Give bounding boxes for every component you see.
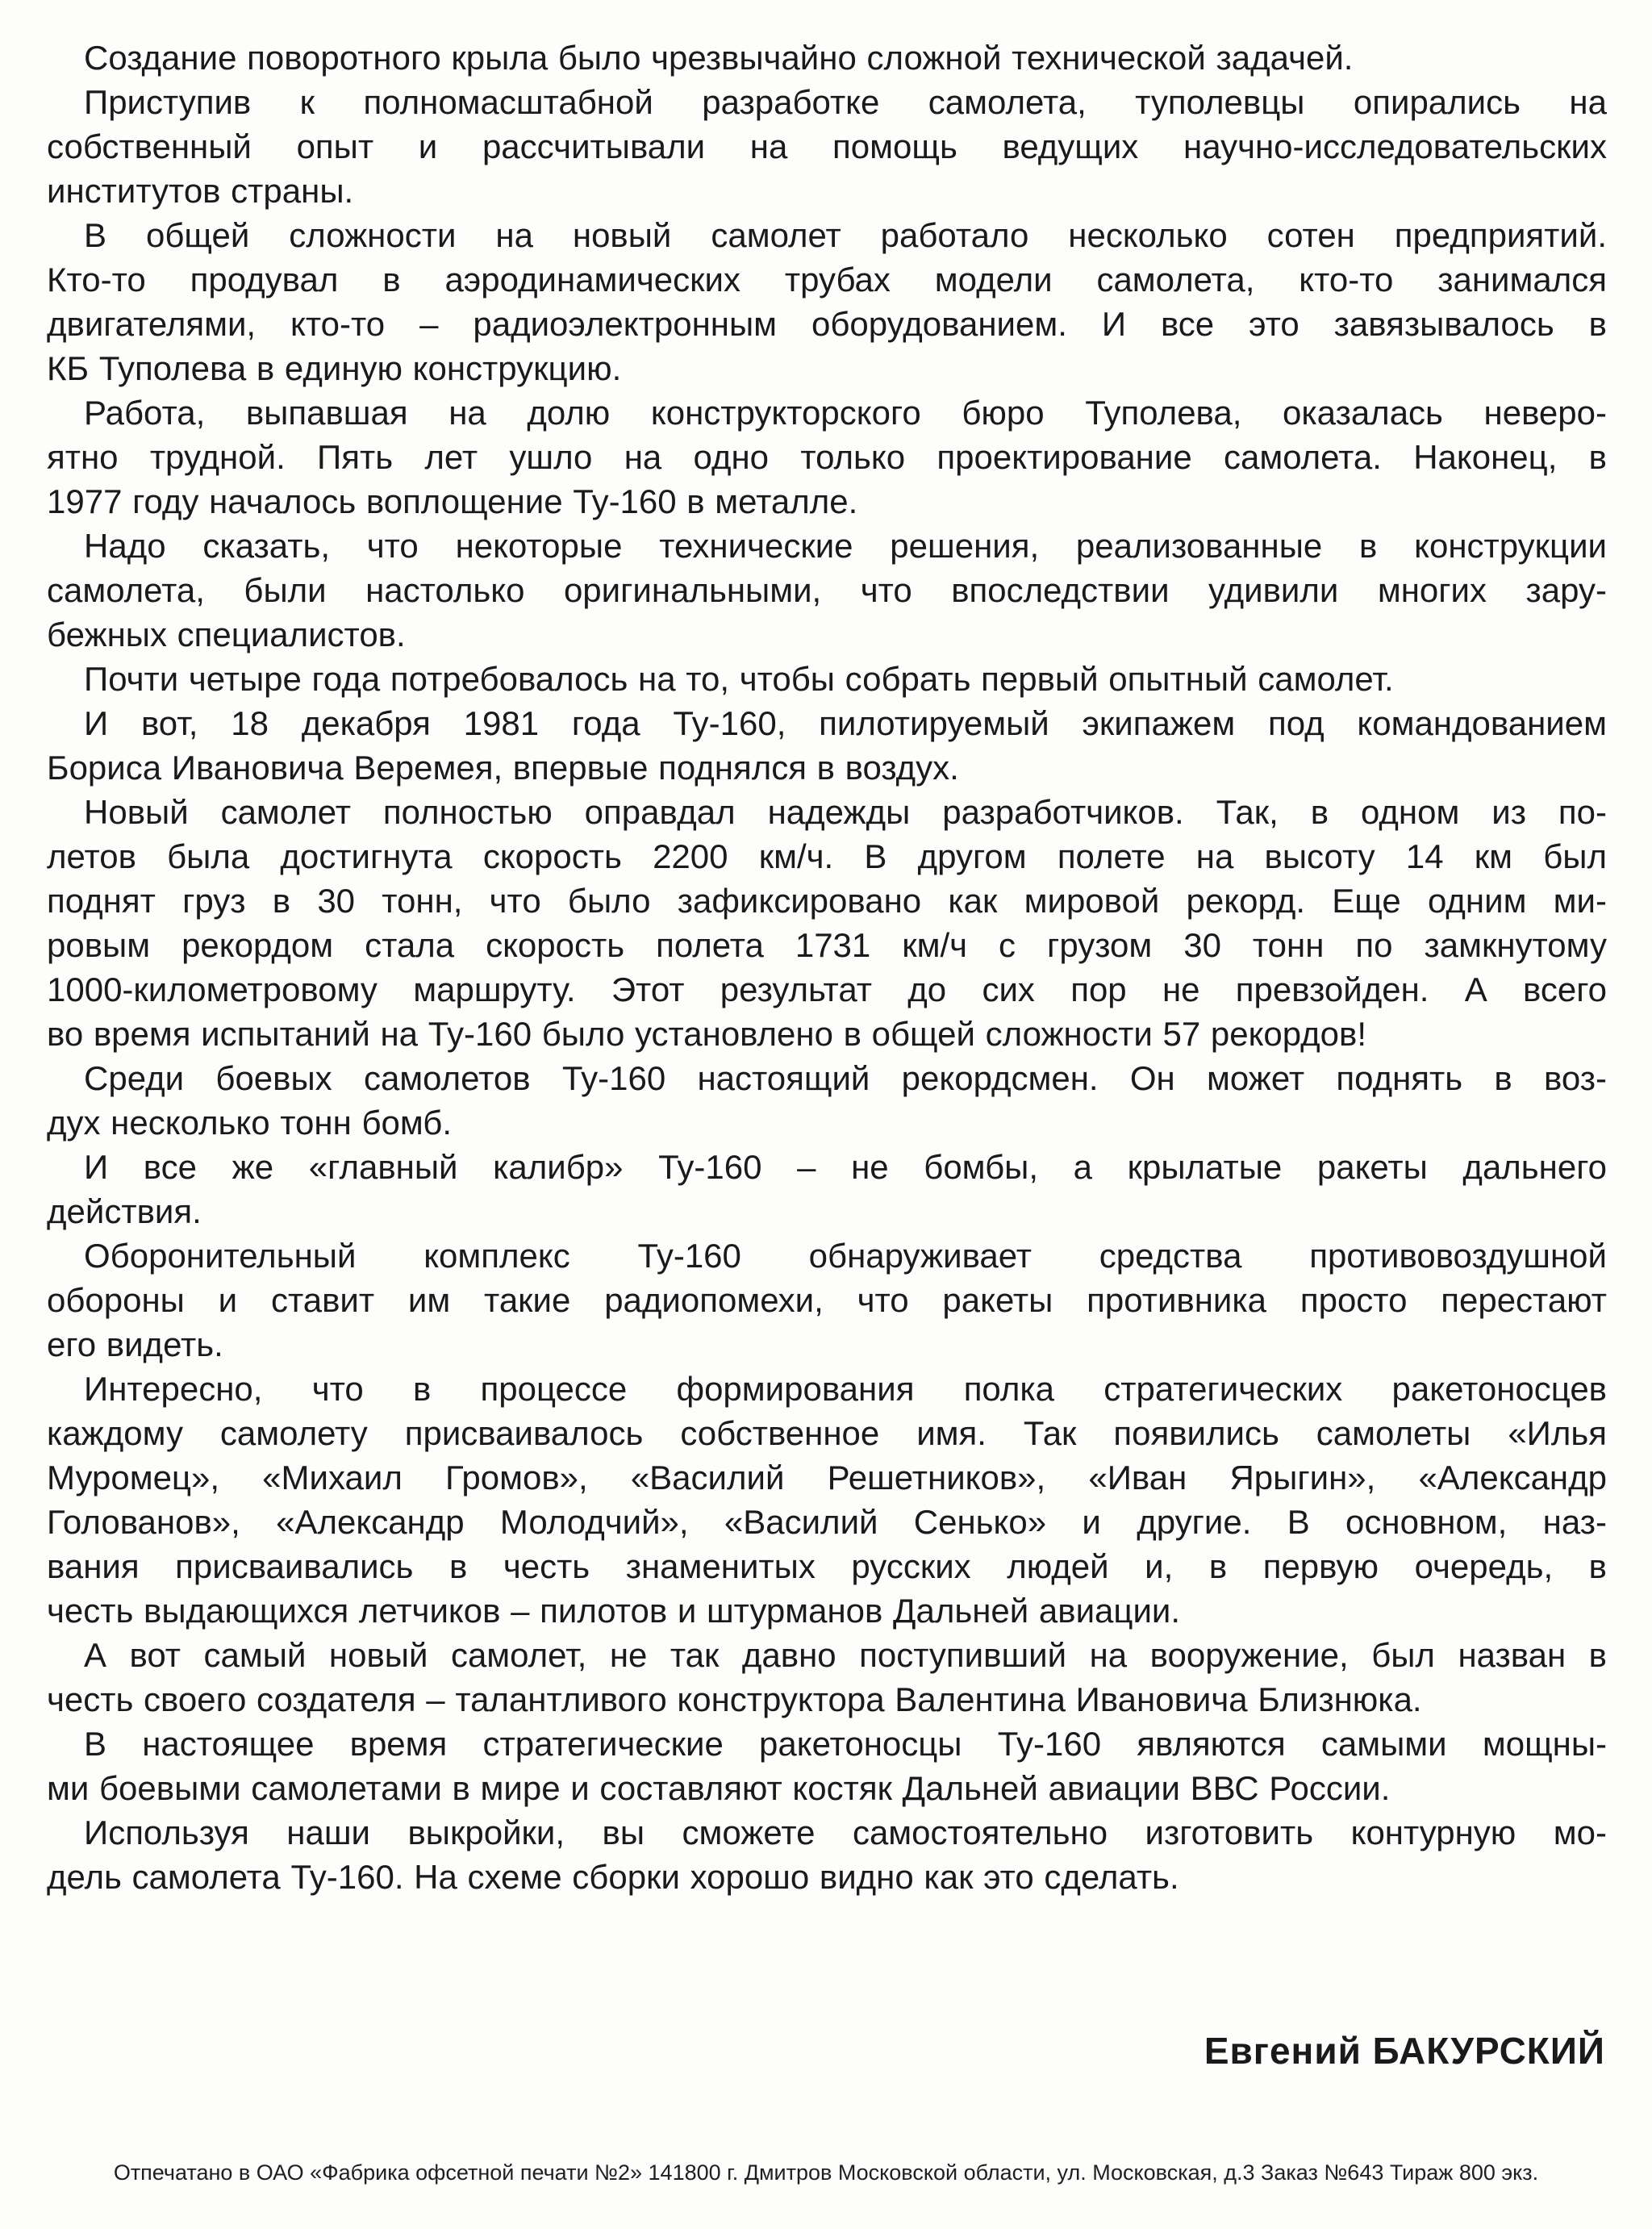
text-line: ятно трудной. Пять лет ушло на одно только проектирование самолета. Наконец, в [47,438,1607,476]
article-body [47,35,1607,1899]
paragraph [47,390,1607,524]
text-line: поднят груз в 30 тонн, что было зафиксировано как мировой рекорд. Еще одним ми- [47,882,1607,920]
text-line: В настоящее время стратегические ракетоносцы Ту-160 являются самыми мощны- [84,1725,1607,1763]
text-line: Почти четыре года потребовалось на то, чтобы собрать первый опытный самолет. [84,660,1394,698]
text-line: Работа, выпавшая на долю конструкторского бюро Туполева, оказалась неверо- [84,394,1607,432]
paragraph [47,1233,1607,1367]
text-line: ми боевыми самолетами в мире и составляют костяк Дальней авиации ВВС России. [47,1769,1391,1807]
paragraph [47,1056,1607,1145]
text-line: дель самолета Ту-160. На схеме сборки хорошо видно как это сделать. [47,1858,1179,1896]
paragraph [47,35,1607,80]
text-line: Оборонительный комплекс Ту-160 обнаруживает средства противовоздушной [84,1237,1607,1275]
text-line: Кто-то продувал в аэродинамических трубах модели самолета, кто-то занимался [47,261,1607,298]
text-line: самолета, были настолько оригинальными, что впоследствии удивили многих зару- [47,571,1607,609]
text-line: вания присваивались в честь знаменитых русских людей и, в первую очередь, в [47,1547,1607,1585]
paragraph [47,790,1607,1056]
paragraph [47,1633,1607,1722]
text-line: КБ Туполева в единую конструкцию. [47,349,622,387]
text-line: В общей сложности на новый самолет работало несколько сотен предприятий. [84,216,1607,254]
imprint-footer: Отпечатано в ОАО «Фабрика офсетной печати №2» 141800 г. Дмитров Московской области, ул. Московская, д.3 Заказ №643 Тираж 800 экз. [113,2160,1539,2185]
paragraph [47,1722,1607,1810]
text-line: Голованов», «Александр Молодчий», «Василий Сенько» и другие. В основном, наз- [47,1503,1607,1541]
paragraph [47,80,1607,213]
text-line: двигателями, кто-то – радиоэлектронным оборудованием. И все это завязывалось в [47,305,1607,343]
paragraph [47,1810,1607,1899]
text-line: обороны и ставит им такие радиопомехи, что ракеты противника просто перестают [47,1281,1607,1319]
text-line: И вот, 18 декабря 1981 года Ту-160, пилотируемый экипажем под командованием [84,704,1607,742]
paragraph [47,1367,1607,1633]
text-line: каждому самолету присваивалось собственное имя. Так появились самолеты «Илья [47,1414,1607,1452]
text-line: во время испытаний на Ту-160 было установлено в общей сложности 57 рекордов! [47,1015,1367,1053]
text-line: Создание поворотного крыла было чрезвычайно сложной технической задачей. [84,39,1354,77]
text-line: Бориса Ивановича Веремея, впервые поднялся в воздух. [47,749,959,787]
text-line: А вот самый новый самолет, не так давно поступивший на вооружение, был назван в [84,1636,1607,1674]
text-line: Надо сказать, что некоторые технические решения, реализованные в конструкции [84,527,1607,565]
text-line: Новый самолет полностью оправдал надежды разработчиков. Так, в одном из по- [84,793,1607,831]
text-line: действия. [47,1192,202,1230]
text-line: И все же «главный калибр» Ту-160 – не бомбы, а крылатые ракеты дальнего [84,1148,1607,1186]
text-line: бежных специалистов. [47,616,406,653]
text-line: Приступив к полномасштабной разработке самолета, туполевцы опирались на [84,83,1607,121]
text-line: Муромец», «Михаил Громов», «Василий Решетников», «Иван Ярыгин», «Александр [47,1459,1607,1496]
text-line: летов была достигнута скорость 2200 км/ч. В другом полете на высоту 14 км был [47,837,1607,875]
text-line: дух несколько тонн бомб. [47,1104,452,1142]
text-line: Используя наши выкройки, вы сможете самостоятельно изготовить контурную мо- [84,1814,1607,1851]
text-line: институтов страны. [47,172,354,210]
author-signature: Евгений БАКУРСКИЙ [1204,2030,1605,2072]
paragraph [47,701,1607,790]
text-line: собственный опыт и рассчитывали на помощь ведущих научно-исследовательских [47,127,1607,165]
text-line: честь своего создателя – талантливого конструктора Валентина Ивановича Близнюка. [47,1680,1422,1718]
text-line: честь выдающихся летчиков – пилотов и штурманов Дальней авиации. [47,1592,1181,1630]
paragraph [47,1145,1607,1233]
text-line: 1000-километровому маршруту. Этот результат до сих пор не превзойден. А всего [47,970,1607,1008]
paragraph [47,657,1607,701]
text-line: 1977 году началось воплощение Ту-160 в металле. [47,482,858,520]
text-line: ровым рекордом стала скорость полета 1731 км/ч с грузом 30 тонн по замкнутому [47,926,1607,964]
text-line: его видеть. [47,1325,223,1363]
paragraph [47,213,1607,390]
text-line: Интересно, что в процессе формирования полка стратегических ракетоносцев [84,1370,1607,1408]
text-line: Среди боевых самолетов Ту-160 настоящий рекордсмен. Он может поднять в воз- [84,1059,1607,1097]
paragraph [47,524,1607,657]
